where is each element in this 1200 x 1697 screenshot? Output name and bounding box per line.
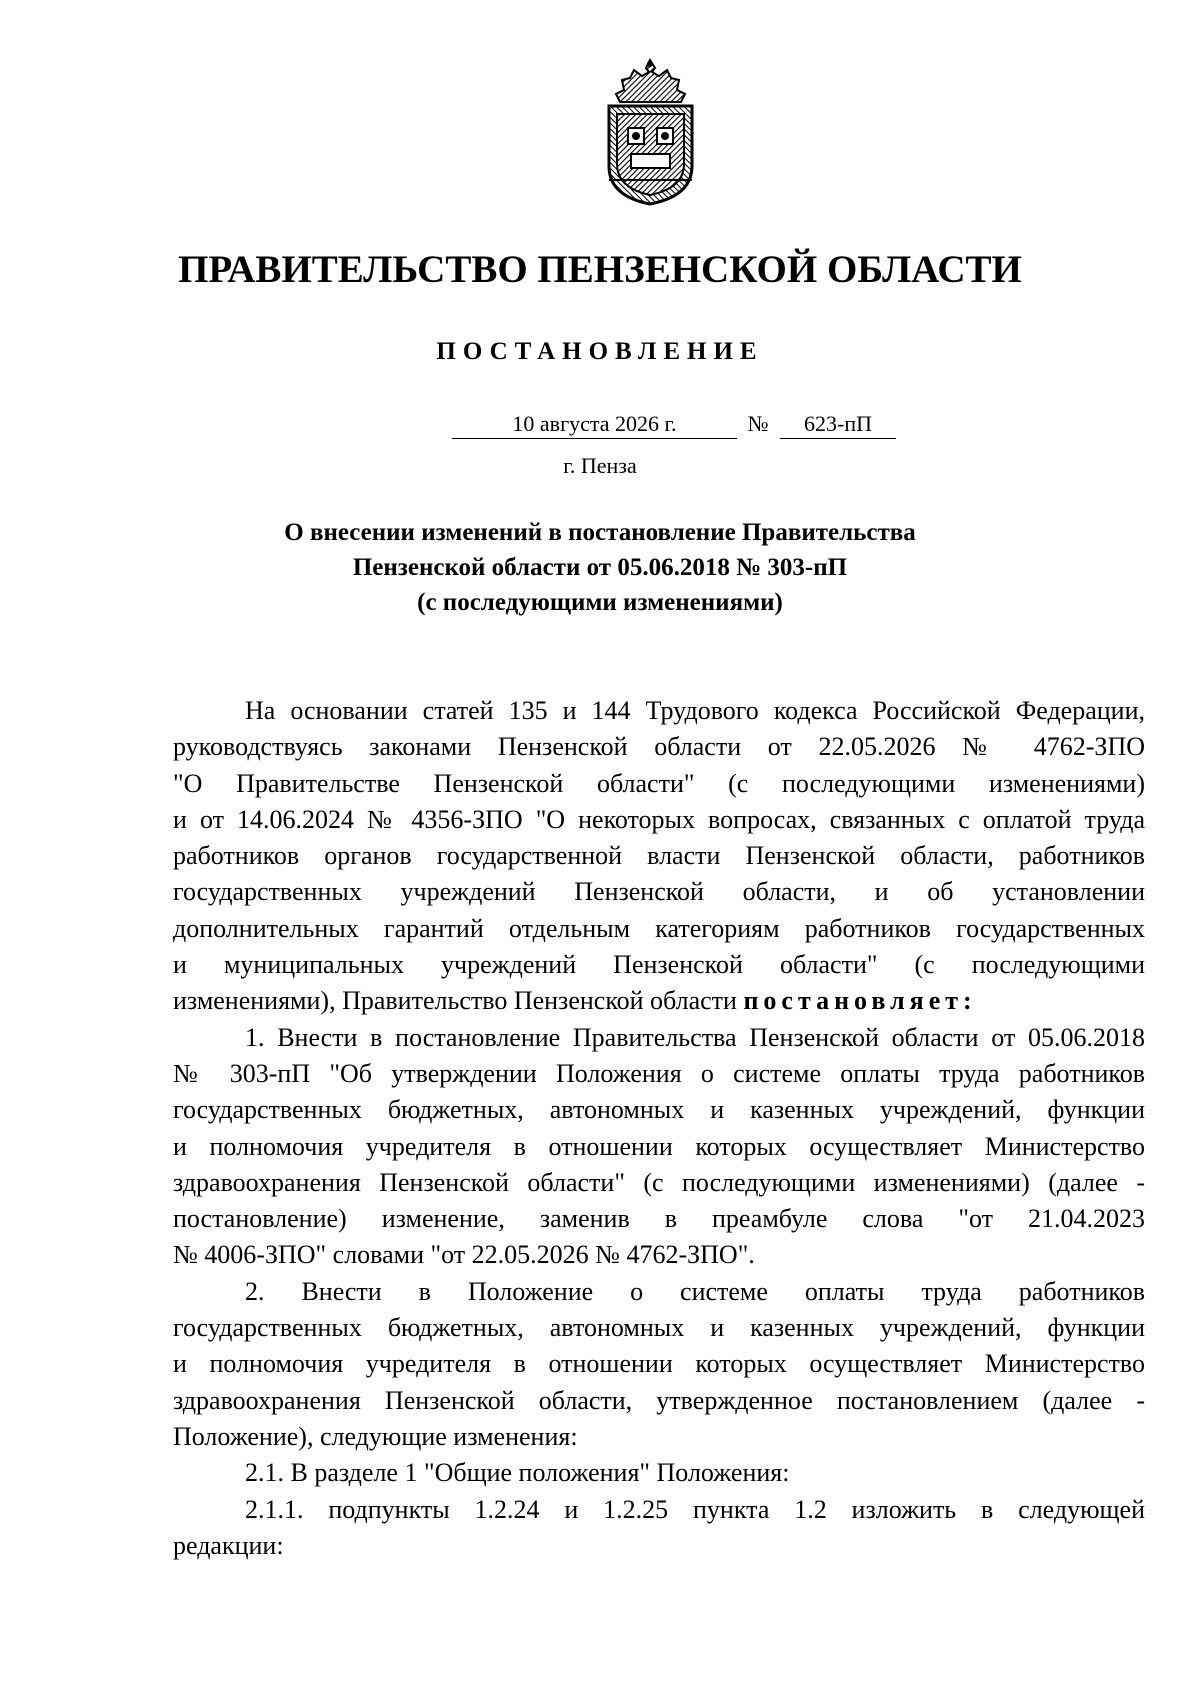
coat-of-arms-icon: [601, 58, 700, 208]
body-line: "О Правительстве Пензенской области" (с последующими изменениями): [173, 768, 1145, 798]
body-line: и полномочия учредителя в отношении которых осуществляет Министерство: [173, 1349, 1145, 1379]
title-line: (с последующими изменениями): [417, 589, 783, 616]
org-name: ПРАВИТЕЛЬСТВО ПЕНЗЕНСКОЙ ОБЛАСТИ: [178, 248, 1022, 291]
body-line: постановление) изменение, заменив в преамбуле слова "от 21.04.2023: [173, 1204, 1145, 1234]
document-type: ПОСТАНОВЛЕНИЕ: [436, 338, 764, 365]
body-line: здравоохранения Пензенской области, утвержденное постановлением (далее -: [173, 1385, 1145, 1415]
body-line: и от 14.06.2024 № 4356-ЗПО "О некоторых вопросах, связанных с оплатой труда: [173, 804, 1145, 834]
body-line: работников органов государственной власти Пензенской области, работников: [173, 841, 1145, 871]
body-line: государственных бюджетных, автономных и казенных учреждений, функции: [173, 1095, 1145, 1125]
date-number-line: [452, 410, 902, 442]
body-line: 2. Внести в Положение о системе оплаты труда работников: [245, 1276, 1145, 1306]
body-line: государственных бюджетных, автономных и казенных учреждений, функции: [173, 1313, 1145, 1343]
body-line: 1. Внести в постановление Правительства Пензенской области от 05.06.2018: [245, 1022, 1145, 1052]
body-line: руководствуясь законами Пензенской области от 22.05.2026 № 4762-ЗПО: [173, 732, 1145, 762]
document-date: 10 августа 2026 г.: [452, 410, 737, 439]
body-line: Положение), следующие изменения:: [173, 1421, 578, 1451]
body-line-resolves: [173, 983, 1145, 1019]
body-line: На основании статей 135 и 144 Трудового кодекса Российской Федерации,: [245, 696, 1145, 725]
body-line: дополнительных гарантий отдельным категориям работников государственных: [173, 913, 1145, 943]
title-line: Пензенской области от 05.06.2018 № 303-пП: [352, 554, 848, 581]
city: г. Пенза: [563, 453, 637, 478]
body-line: государственных учреждений Пензенской области, и об установлении: [173, 877, 1145, 907]
body-line: 2.1. В разделе 1 "Общие положения" Положения:: [245, 1458, 790, 1488]
body-line: редакции:: [173, 1530, 284, 1560]
body-line: № 303-пП "Об утверждении Положения о системе оплаты труда работников: [173, 1058, 1145, 1088]
body-line: 2.1.1. подпункты 1.2.24 и 1.2.25 пункта 1.2 изложить в следующей: [245, 1494, 1145, 1524]
title-line: О внесении изменений в постановление Правительства: [284, 519, 916, 546]
body-line: № 4006-ЗПО" словами "от 22.05.2026 № 4762-ЗПО".: [173, 1240, 755, 1270]
resolves-word: постановляет:: [743, 986, 977, 1016]
document-body: [173, 693, 1145, 1564]
body-line-text: изменениями), Правительство Пензенской области: [173, 986, 737, 1016]
document-title: [200, 515, 1000, 620]
body-line: и полномочия учредителя в отношении которых осуществляет Министерство: [173, 1131, 1145, 1161]
document-number: 623-пП: [780, 410, 896, 439]
body-line: и муниципальных учреждений Пензенской области" (с последующими: [173, 950, 1145, 980]
body-line: здравоохранения Пензенской области" (с последующими изменениями) (далее -: [173, 1167, 1145, 1197]
number-sign: №: [747, 411, 769, 436]
